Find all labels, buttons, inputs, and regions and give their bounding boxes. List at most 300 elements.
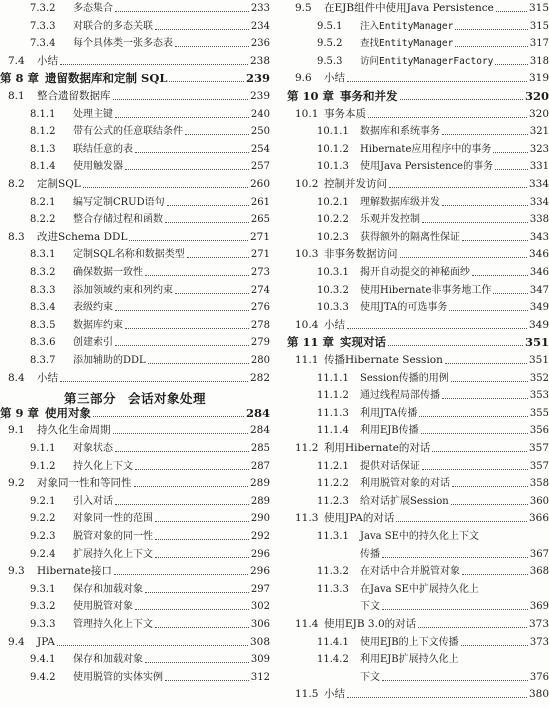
toc-subsection-entry [0,106,270,121]
dot-leader [462,574,528,575]
entry-number: 8.3.6 [30,337,56,349]
toc-subsection-entry [0,246,270,261]
toc-subsection-entry [0,194,270,209]
dot-leader [145,275,249,276]
toc-subsection-entry [0,264,270,279]
dot-leader [145,662,249,663]
entry-title: 小结 [37,371,58,384]
entry-number: 8.3.5 [30,319,56,331]
entry-number: 8.3.7 [30,355,56,366]
dot-leader [396,521,527,522]
entry-page-number: 284 [245,405,270,420]
dot-leader [115,345,249,346]
entry-page-number: 357 [529,460,549,472]
entry-title: 数据库约束 [73,319,123,331]
entry-title: 改进Schema DDL [37,230,128,243]
dot-leader [347,328,527,329]
entry-title: 查找EntityManager [360,38,454,50]
entry-title: 数据库和系统事务 [360,126,440,138]
entry-number: 8.3 [8,230,25,243]
toc-subsection-entry [0,493,270,508]
entry-title: 添加领域约束和列约束 [73,284,173,296]
toc-subsection-entry [0,352,270,367]
toc-subsection-entry [287,141,549,156]
toc-subsection-entry [0,440,270,455]
dot-leader [165,222,249,223]
entry-title: 小结 [324,72,345,85]
dot-leader [115,11,249,12]
toc-section-entry [0,53,270,68]
toc-subsection-entry [0,18,270,33]
dot-leader [388,345,523,346]
dot-leader [495,64,528,65]
entry-page-number: 274 [250,284,270,296]
entry-title: 整合遗留数据库 [37,90,111,102]
dot-leader [155,627,249,628]
entry-number: 9.4 [8,635,25,648]
entry-title: 多态集合 [73,3,113,14]
entry-number: 11.3.1 [317,531,349,542]
toc-subsection-entry [287,581,549,596]
entry-number: 11.1 [295,354,319,366]
entry-page-number: 346 [529,267,549,278]
dot-leader [155,539,249,540]
entry-title: 持久化生命周期 [37,424,111,437]
entry-page-number: 260 [249,178,270,190]
toc-subsection-entry [0,299,270,314]
entry-page-number: 280 [250,355,270,366]
entry-page-number: 289 [249,477,270,490]
entry-number: 10.3 [295,248,319,261]
entry-title: 实现对话 [340,335,387,350]
entry-number: 8.1 [8,90,25,102]
entry-title: 使用JPA的对话 [324,512,395,525]
dot-leader [115,310,249,311]
entry-title: 获得额外的隔离性保证 [360,231,460,243]
entry-number: 9.2.3 [30,531,56,542]
entry-title: 引入对话 [73,495,113,507]
toc-subsection-entry [287,282,549,297]
dot-leader [455,46,528,47]
entry-page-number: 368 [529,566,549,578]
entry-number: 9.5.1 [317,20,343,32]
entry-title: 利用EJB传播 [360,425,419,437]
entry-number: 11.1.1 [317,372,349,384]
entry-page-number: 239 [249,90,270,102]
toc-subsection-entry [287,651,549,666]
entry-title: 创建索引 [73,337,113,349]
entry-number: 第 8 章 [0,71,40,86]
entry-page-number: 358 [529,478,549,490]
toc-subsection-entry [0,141,270,156]
toc-entry-continuation [287,546,549,561]
dot-leader [368,117,527,118]
entry-page-number: 380 [528,688,549,701]
entry-number: 11.2 [295,442,319,454]
entry-title: 使用JTA的可选事务 [360,302,448,314]
dot-leader [175,46,249,47]
toc-section-entry [0,229,270,244]
dot-leader [382,609,528,610]
entry-number: 8.3.1 [30,249,56,261]
entry-title: 访问EntityManagerFactory [360,55,494,67]
entry-page-number: 318 [529,55,549,67]
dot-leader [472,275,528,276]
entry-number: 9.1.2 [30,460,56,472]
entry-number: 8.3.3 [30,284,56,296]
entry-number: 10.2.3 [317,231,349,243]
dot-leader [83,187,248,188]
entry-page-number: 317 [529,38,549,50]
entry-title: 乐观并发控制 [360,214,420,226]
entry-number: 9.5.2 [317,38,343,50]
dot-leader [445,363,527,364]
toc-section-entry [287,510,549,525]
entry-number: 8.1.2 [30,126,56,138]
dot-leader [187,257,249,258]
toc-subsection-entry [0,0,270,15]
toc-subsection-entry [287,123,549,138]
dot-leader [418,627,527,628]
dot-leader [449,310,528,311]
entry-page-number: 265 [250,214,270,226]
dot-leader [442,134,528,135]
toc-subsection-entry [287,458,549,473]
entry-title: 利用Hibernate的对话 [324,442,431,454]
entry-page-number: 296 [249,565,270,578]
dot-leader [400,99,523,100]
entry-page-number: 356 [529,425,549,437]
dot-leader [135,609,249,610]
entry-page-number: 334 [528,178,549,190]
entry-title: 利用EJB扩展持久化上 [360,654,459,666]
entry-title: 小结 [324,688,345,701]
toc-section-entry [0,88,270,103]
toc-chapter-entry [0,405,270,420]
entry-title: Hibernate接口 [37,565,112,578]
entry-number: 11.3.3 [317,583,349,595]
toc-subsection-entry [0,669,270,684]
dot-leader [462,240,528,241]
entry-number: 8.1.4 [30,161,56,173]
toc-subsection-entry [0,282,270,297]
entry-page-number: 373 [528,618,549,630]
dot-leader [461,645,528,646]
toc-subsection-entry [287,194,549,209]
entry-page-number: 261 [250,196,270,208]
entry-title: 持久化上下文 [73,460,133,472]
dot-leader [422,469,528,470]
dot-leader [167,205,249,206]
entry-page-number: 323 [529,143,549,155]
entry-title: 下文 [360,601,380,613]
toc-section-entry [0,475,270,490]
entry-title: 注入EntityManager [360,20,454,32]
entry-number: 9.1.1 [30,443,56,454]
toc-section-entry [0,176,270,191]
entry-number: 7.3.3 [30,20,56,32]
entry-number: 9.3.3 [30,619,56,630]
dot-leader [145,592,249,593]
entry-title: 揭开自动提交的神秘面纱 [360,267,470,278]
entry-title: 理解数据库级并发 [360,196,440,208]
entry-number: 9.3.1 [30,583,56,595]
toc-subsection-entry [0,123,270,138]
entry-page-number: 233 [250,3,270,14]
entry-page-number: 353 [529,390,549,402]
entry-number: 7.3.2 [30,3,56,14]
entry-page-number: 373 [529,636,549,648]
entry-title: Hibernate应用程序中的事务 [360,143,492,155]
entry-title: 控制并发访问 [324,178,387,190]
entry-title: 使用Hibernate非事务地工作 [360,284,492,296]
entry-title: 联结任意的表 [73,143,133,155]
dot-leader [114,574,248,575]
entry-number: 10.1 [295,107,319,120]
entry-number: 8.2 [8,178,25,190]
entry-title: 定制SQL名称和数据类型 [73,249,185,261]
entry-page-number: 312 [250,671,270,683]
dot-leader [400,257,527,258]
dot-leader [115,451,249,452]
toc-section-entry [287,70,549,85]
toc-section-entry [287,246,549,261]
entry-number: 10.1.2 [317,143,349,155]
entry-title: 传播Hibernate Session [324,354,443,366]
dot-leader [451,381,528,382]
dot-leader [60,64,248,65]
entry-number: 8.2.1 [30,196,56,208]
dot-leader [165,680,249,681]
entry-title: 给对话扩展Session [360,495,449,507]
entry-number: 9.5.3 [317,55,343,67]
entry-page-number: 315 [528,2,549,14]
toc-subsection-entry [0,581,270,596]
dot-leader [451,504,528,505]
dot-leader [493,152,528,153]
toc-subsection-entry [0,528,270,543]
entry-page-number: 234 [250,20,270,32]
entry-page-number: 308 [249,635,270,648]
dot-leader [115,117,249,118]
entry-title: 通过线程局部传播 [360,390,440,402]
entry-title: 使用EJB 3.0的对话 [324,618,417,630]
toc-subsection-entry [0,546,270,561]
entry-number: 8.1.1 [30,108,56,120]
toc-subsection-entry [287,264,549,279]
toc-subsection-entry [0,598,270,613]
toc-section-entry [287,686,549,701]
toc-section-entry [287,106,549,121]
toc-subsection-entry [0,317,270,332]
entry-page-number: 315 [529,20,549,32]
entry-number: 7.4 [8,54,25,67]
entry-page-number: 349 [528,318,549,331]
dot-leader [115,504,249,505]
toc-section-entry [287,176,549,191]
entry-page-number: 355 [529,407,549,419]
entry-number: 9.6 [295,72,312,85]
toc-subsection-entry [0,616,270,631]
entry-page-number: 367 [529,548,549,560]
toc-subsection-entry [0,35,270,50]
entry-number: 10.1.3 [317,161,349,173]
entry-title: 使用EJB的上下文传播 [360,636,459,648]
toc-subsection-entry [0,158,270,173]
entry-number: 11.2.1 [317,460,349,472]
entry-number: 11.4 [295,618,319,630]
entry-title: Session传播的用例 [360,372,449,384]
entry-page-number: 320 [524,89,549,103]
dot-leader [347,697,527,698]
entry-title: 使用脱管的实体实例 [73,671,163,683]
entry-title: 使用触发器 [73,161,123,173]
entry-number: 10.4 [295,318,319,331]
entry-page-number: 351 [528,354,549,366]
entry-title: 定制SQL [37,178,81,190]
entry-number: 9.5 [295,2,312,14]
entry-page-number: 292 [250,531,270,542]
entry-title: 每个具体类一张多态表 [73,38,173,50]
toc-subsection-entry [287,35,549,50]
entry-title: 下文 [360,671,380,683]
entry-page-number: 296 [250,548,270,560]
entry-page-number: 279 [250,337,270,349]
entry-title: 管理持久化上下文 [73,619,153,630]
entry-number: 7.3.4 [30,38,56,50]
entry-page-number: 276 [250,302,270,314]
entry-number: 11.1.2 [317,390,349,402]
entry-page-number: 282 [249,371,270,384]
entry-title: 对象状态 [73,443,113,454]
entry-number: 10.3.3 [317,302,349,314]
toc-subsection-entry [287,158,549,173]
dot-leader [57,645,248,646]
entry-page-number: 297 [250,583,270,595]
entry-number: 9.2.2 [30,513,56,525]
entry-page-number: 338 [529,214,549,226]
entry-page-number: 239 [245,71,270,86]
entry-page-number: 320 [528,107,549,120]
entry-page-number: 366 [528,512,549,525]
dot-leader [347,81,527,82]
entry-page-number: 240 [250,108,270,120]
entry-number: 8.3.2 [30,267,56,278]
entry-page-number: 271 [250,249,270,261]
toc-chapter-entry [0,70,270,85]
entry-page-number: 346 [528,248,549,261]
toc-subsection-entry [0,651,270,666]
entry-number: 11.5 [295,688,319,701]
entry-title: 小结 [37,54,58,67]
dot-leader [493,293,528,294]
entry-number: 9.4.1 [30,654,56,666]
entry-page-number: 290 [250,513,270,525]
toc-section-entry [287,317,549,332]
dot-leader [155,29,249,30]
toc-chapter-entry [287,88,549,103]
entry-page-number: 238 [249,54,270,67]
entry-number: 第 11 章 [287,335,335,350]
entry-number: 9.1 [8,424,25,437]
entry-page-number: 331 [529,161,549,173]
toc-entry-continuation [287,598,549,613]
entry-page-number: 319 [528,72,549,85]
toc-subsection-entry [287,563,549,578]
dot-leader [148,363,249,364]
toc-subsection-entry [0,458,270,473]
entry-page-number: 302 [250,601,270,613]
entry-page-number: 271 [249,230,270,243]
entry-page-number: 287 [250,460,270,472]
dot-leader [169,81,244,82]
entry-title: 表级约束 [73,302,113,314]
entry-number: 9.3 [8,565,25,578]
dot-leader [125,328,249,329]
toc-subsection-entry [287,634,549,649]
entry-page-number: 278 [250,319,270,331]
entry-title: 小结 [324,318,345,331]
entry-number: 10.3.1 [317,267,349,278]
toc-section-entry [0,370,270,385]
entry-number: 10.3.2 [317,284,349,296]
entry-title: 遗留数据库和定制 SQL [45,71,168,86]
entry-page-number: 236 [250,38,270,50]
toc-subsection-entry [287,211,549,226]
dot-leader [60,381,248,382]
entry-number: 第 10 章 [287,89,335,103]
entry-title: 对象同一性的范围 [73,513,153,525]
entry-page-number: 254 [250,143,270,155]
toc-section-entry [0,422,270,437]
entry-title: 确保数据一致性 [73,267,143,278]
toc-subsection-entry [287,370,549,385]
dot-leader [129,240,248,241]
entry-title: 带有公式的任意联结条件 [73,126,183,138]
entry-page-number: 250 [250,126,270,138]
dot-leader [432,451,527,452]
dot-leader [442,398,528,399]
toc-subsection-entry [287,53,549,68]
entry-title: 脱管对象的同一性 [73,531,153,542]
entry-number: 9.2 [8,477,25,490]
entry-title: 利用脱管对象的对话 [360,478,450,490]
toc-subsection-entry [0,334,270,349]
entry-title: 保存和加载对象 [73,654,143,666]
dot-leader [421,433,528,434]
entry-number: 第 9 章 [0,405,40,420]
dot-leader [496,11,527,12]
entry-number: 11.1.3 [317,407,349,419]
dot-leader [175,293,249,294]
entry-page-number: 349 [529,302,549,314]
entry-page-number: 306 [250,619,270,630]
dot-leader [185,134,249,135]
entry-title: 非事务数据访问 [324,248,398,261]
dot-leader [389,187,527,188]
entry-title: 处理主键 [73,108,113,120]
dot-leader [382,680,528,681]
entry-page-number: 351 [524,335,549,350]
entry-title: 保存和加载对象 [73,583,143,595]
entry-title: 传播 [360,548,380,560]
entry-title: 添加辅助的DDL [73,355,146,366]
toc-subsection-entry [0,510,270,525]
entry-title: 在Java SE中扩展持久化上 [360,583,479,595]
entry-page-number: 343 [529,231,549,243]
dot-leader [93,416,244,417]
entry-title: 事务和并发 [340,89,398,103]
